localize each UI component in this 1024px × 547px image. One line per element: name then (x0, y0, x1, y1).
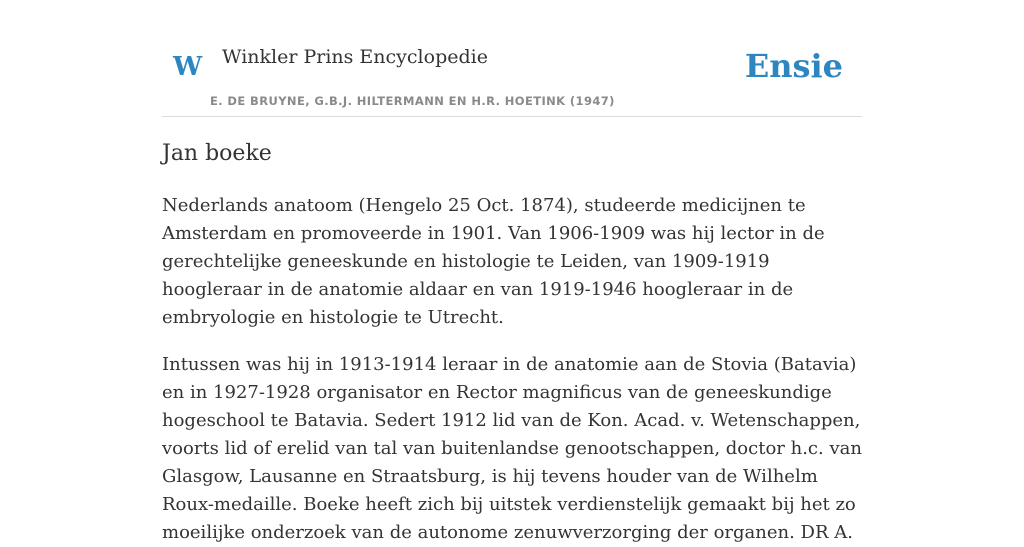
source-header (162, 0, 862, 117)
article-title: Jan boeke (162, 141, 272, 166)
ensie-brand-logo[interactable]: Ensie (744, 47, 843, 85)
article (162, 138, 862, 547)
article-paragraph: Intussen was hij in 1913-1914 leraar in de anatomie aan de Stovia (Batavia) en in 1927-1928 organisator en Rector magnificus van de geneeskundige hogeschool te Batavia. Sedert 1912 lid van de Kon. Acad. v. Wetenschappen, voorts lid of erelid van tal van buitenlandse genootschappen, doctor h.c. van Glasgow, Lausanne en Straatsburg, is hij tevens houder van de Wilhelm Roux-medaille. Boeke heeft zich bij uitstek verdienstelijk gemaakt bij het zo moeilijke onderzoek van de autonome zenuwverzorging der organen. DR A. (162, 354, 862, 543)
source-title[interactable]: Winkler Prins Encyclopedie (222, 46, 488, 68)
source-authors: E. DE BRUYNE, G.B.J. HILTERMANN EN H.R. HOETINK (1947) (210, 94, 615, 108)
article-paragraph: Nederlands anatoom (Hengelo 25 Oct. 1874), studeerde medicijnen te Amsterdam en promoveerde in 1901. Van 1906-1909 was hij lector in de gerechtelijke geneeskunde en histologie te Leiden, van 1909-1919 hoogleraar in de anatomie aldaar en van 1919-1946 hoogleraar in de embryologie en histologie te Utrecht. (162, 195, 825, 328)
winkler-prins-logo-icon[interactable]: W (173, 52, 203, 82)
